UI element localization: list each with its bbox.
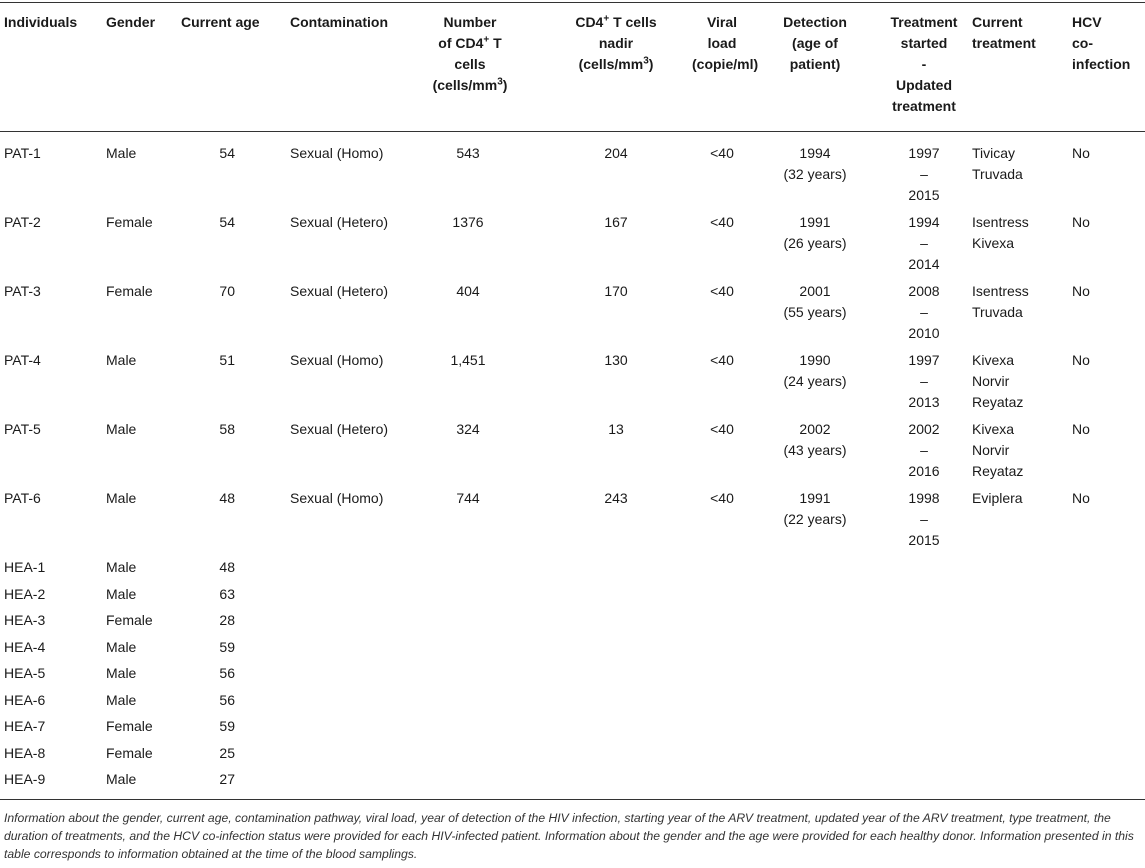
patient-gender-line: Male <box>106 421 137 437</box>
patient-current-treatment <box>972 143 1052 185</box>
patient-detection-line: 2002 <box>799 421 831 437</box>
patient-id-line: PAT-2 <box>4 214 41 230</box>
header-hcv <box>1072 12 1144 75</box>
patient-age <box>181 419 235 440</box>
healthy-gender-line: Male <box>106 559 137 575</box>
patient-gender <box>106 488 176 509</box>
header-cd4-nadir-line: nadir <box>598 35 634 51</box>
healthy-id-line: HEA-8 <box>4 744 46 761</box>
patient-age <box>181 350 235 371</box>
header-hcv-line: HCV <box>1072 14 1102 30</box>
patient-current-treatment <box>972 281 1052 323</box>
header-cd4-nadir-line: $(cells/mm^3)$ <box>578 55 654 72</box>
patient-contamination-line: Sexual (Homo) <box>290 490 384 506</box>
patient-treatment-line: 1997 <box>908 352 940 368</box>
patient-cd4-line: 543 <box>456 145 480 161</box>
patient-contamination <box>290 419 410 440</box>
healthy-gender <box>106 663 176 684</box>
healthy-id-line: HEA-1 <box>4 559 46 575</box>
patient-viral-load <box>692 281 752 302</box>
patient-viral-load-line: <40 <box>710 352 734 368</box>
patient-treatment <box>882 212 966 275</box>
healthy-id <box>4 557 99 578</box>
patient-treatment-line: 1994 <box>908 214 940 230</box>
header-viral-load <box>692 12 759 75</box>
patient-treatment-line: – <box>920 373 928 389</box>
patient-treatment-line: – <box>920 442 928 458</box>
patient-viral-load-line: <40 <box>710 214 734 230</box>
patient-detection-line: 2001 <box>799 283 831 299</box>
patient-id-line: PAT-4 <box>4 352 41 368</box>
patient-contamination <box>290 488 410 509</box>
patient-cd4 <box>410 419 526 440</box>
header-contamination <box>290 12 410 33</box>
patient-current-treatment-line: Reyataz <box>972 394 1024 410</box>
patient-gender-line: Male <box>106 145 137 161</box>
patient-treatment-line: 2015 <box>908 532 940 548</box>
patient-id <box>4 212 99 233</box>
patient-viral-load <box>692 212 752 233</box>
healthy-gender-line: Female <box>106 612 153 628</box>
patient-current-treatment-line: Reyataz <box>972 463 1024 479</box>
patient-current-treatment <box>972 419 1052 482</box>
patient-treatment-line: – <box>920 166 928 182</box>
healthy-age <box>181 716 235 737</box>
patient-nadir <box>556 350 676 371</box>
healthy-id <box>4 690 99 711</box>
patient-gender <box>106 419 176 440</box>
healthy-age <box>181 663 235 684</box>
patient-viral-load <box>692 488 752 509</box>
patient-current-treatment-line: Truvada <box>972 166 1023 182</box>
patient-age <box>181 212 235 233</box>
patient-treatment-line: 2015 <box>908 187 940 203</box>
patient-age-line: 58 <box>219 421 235 437</box>
patient-detection-line: 1994 <box>799 145 831 161</box>
header-current-age <box>181 12 281 33</box>
patient-hcv-line: No <box>1072 145 1090 161</box>
healthy-id <box>4 663 99 684</box>
patient-age <box>181 281 235 302</box>
patient-hcv-line: No <box>1072 283 1090 299</box>
header-treatment-started-line: Updated <box>896 77 952 93</box>
patient-id <box>4 350 99 371</box>
patient-treatment-line: 1998 <box>908 490 940 506</box>
patient-cd4 <box>410 281 526 302</box>
patient-current-treatment-line: Kivexa <box>972 421 1015 437</box>
patient-current-treatment-line: Isentress <box>972 214 1029 230</box>
header-cd4-nadir-line: CD4+ T cells <box>575 13 657 30</box>
patient-viral-load-line: <40 <box>710 145 734 161</box>
patient-contamination-line: Sexual (Hetero) <box>290 214 389 230</box>
healthy-age-line: 56 <box>219 665 235 681</box>
patient-age-line: 54 <box>219 214 235 230</box>
header-cd4-count <box>420 12 520 96</box>
healthy-age <box>181 610 235 631</box>
patient-detection-line: (22 years) <box>783 511 847 527</box>
healthy-age-line: 56 <box>219 691 235 708</box>
patient-current-treatment <box>972 488 1052 509</box>
patient-cd4-line: 324 <box>456 421 480 437</box>
patient-id <box>4 281 99 302</box>
healthy-age-line: 28 <box>219 612 235 628</box>
healthy-gender <box>106 637 176 658</box>
patient-id <box>4 488 99 509</box>
header-treatment-started-line: - <box>921 56 927 72</box>
healthy-gender-line: Male <box>106 665 137 681</box>
patient-hcv-line: No <box>1072 490 1090 506</box>
table-top-rule <box>0 2 1145 3</box>
patient-gender-line: Male <box>106 490 137 506</box>
header-individuals-line: Individuals <box>4 14 78 30</box>
patient-nadir <box>556 212 676 233</box>
patient-detection <box>770 143 860 185</box>
patient-treatment-line: – <box>920 304 928 320</box>
healthy-age-line: 59 <box>219 638 235 655</box>
patient-cd4 <box>410 350 526 371</box>
header-current-age-line: Current age <box>181 14 260 30</box>
patient-contamination-line: Sexual (Homo) <box>290 352 384 368</box>
table-footnote: Information about the gender, current age, contamination pathway, viral load, year of detection of the HIV infection, starting year of the ARV treatment, updated year of the ARV treatment, type treatment, the duration of treatments, and the HCV co-infection status were provided for each HIV-infected patient. Information about the gender and the age were provided for each healthy donor. Information presented in this table corresponds to information obtained at the time of the blood samplings. <box>4 811 1134 862</box>
patient-hcv <box>1072 212 1144 233</box>
patient-nadir <box>556 281 676 302</box>
patient-detection <box>770 419 860 461</box>
patient-detection-line: 1991 <box>799 490 831 506</box>
header-treatment-started-line: started <box>900 35 948 51</box>
patient-gender <box>106 212 176 233</box>
header-treatment-started-line: Treatment <box>890 14 958 30</box>
patient-detection-line: (43 years) <box>783 442 847 458</box>
healthy-gender <box>106 690 176 711</box>
patient-contamination <box>290 281 410 302</box>
header-hcv-line: infection <box>1072 56 1131 72</box>
healthy-gender <box>106 557 176 578</box>
patient-gender <box>106 281 176 302</box>
patient-id <box>4 143 99 164</box>
healthy-gender <box>106 584 176 605</box>
header-current-treatment-line: treatment <box>972 35 1036 51</box>
header-detection-line: patient) <box>789 56 841 72</box>
patient-cd4 <box>410 488 526 509</box>
header-cd4-count-line: $(cells/mm^3)$ <box>432 76 508 93</box>
header-viral-load-line: load <box>707 35 737 51</box>
healthy-id <box>4 716 99 737</box>
healthy-gender <box>106 769 176 790</box>
patient-contamination-line: Sexual (Hetero) <box>290 421 389 437</box>
patient-nadir <box>556 488 676 509</box>
patient-id-line: PAT-6 <box>4 490 41 506</box>
patient-treatment-line: 2010 <box>908 325 940 341</box>
patient-treatment-line: 2014 <box>908 256 940 272</box>
patient-age-line: 48 <box>219 490 235 506</box>
patient-gender <box>106 350 176 371</box>
patient-viral-load-line: <40 <box>710 421 734 437</box>
patient-treatment-line: 2008 <box>908 283 940 299</box>
table-header-rule <box>0 131 1145 132</box>
patient-current-treatment-line: Truvada <box>972 304 1023 320</box>
healthy-gender-line: Male <box>106 585 137 602</box>
patient-treatment-line: – <box>920 511 928 527</box>
patient-treatment-line: 2016 <box>908 463 940 479</box>
patient-current-treatment-line: Kivexa <box>972 235 1015 251</box>
patient-age <box>181 488 235 509</box>
patient-age-line: 51 <box>219 352 235 368</box>
healthy-gender-line: Female <box>106 718 153 734</box>
patient-cd4 <box>410 212 526 233</box>
header-detection-line: (age of <box>792 35 838 51</box>
patient-cd4-line: 1376 <box>452 214 484 230</box>
patient-cd4-line: 404 <box>456 283 480 299</box>
header-detection-line: Detection <box>783 14 847 30</box>
patient-age-line: 54 <box>219 145 235 161</box>
patient-id-line: PAT-3 <box>4 283 41 299</box>
healthy-age-line: 25 <box>219 744 235 761</box>
patient-detection <box>770 281 860 323</box>
patient-nadir-line: 204 <box>604 145 628 161</box>
healthy-id-line: HEA-5 <box>4 665 46 681</box>
healthy-id <box>4 610 99 631</box>
patient-age <box>181 143 235 164</box>
header-cd4-count-line: of CD4+ T <box>438 34 502 51</box>
patient-current-treatment-line: Norvir <box>972 442 1010 458</box>
patient-nadir <box>556 419 676 440</box>
patient-treatment <box>882 281 966 344</box>
patient-viral-load-line: <40 <box>710 283 734 299</box>
healthy-id-line: HEA-2 <box>4 585 46 602</box>
healthy-age-line: 27 <box>219 771 235 787</box>
patient-nadir-line: 243 <box>604 490 628 506</box>
header-individuals <box>4 12 99 33</box>
patient-gender-line: Female <box>106 214 153 230</box>
patient-treatment-line: 2013 <box>908 394 940 410</box>
patient-hcv <box>1072 281 1144 302</box>
header-detection <box>770 12 860 75</box>
patient-treatment-line: 1997 <box>908 145 940 161</box>
patient-nadir-line: 170 <box>604 283 628 299</box>
patient-detection-line: (26 years) <box>783 235 847 251</box>
healthy-id <box>4 769 99 790</box>
healthy-age <box>181 584 235 605</box>
healthy-gender <box>106 743 176 764</box>
healthy-age-line: 63 <box>219 585 235 602</box>
header-treatment-started <box>882 12 966 117</box>
patient-hcv-line: No <box>1072 352 1090 368</box>
patient-detection-line: (32 years) <box>783 166 847 182</box>
patient-detection-line: (55 years) <box>783 304 847 320</box>
patient-current-treatment-line: Kivexa <box>972 352 1015 368</box>
patient-contamination <box>290 350 410 371</box>
patient-detection <box>770 212 860 254</box>
patient-hcv-line: No <box>1072 214 1090 230</box>
patient-gender <box>106 143 176 164</box>
patient-cd4 <box>410 143 526 164</box>
patient-viral-load <box>692 419 752 440</box>
patient-nadir-line: 130 <box>604 352 628 368</box>
patient-id <box>4 419 99 440</box>
header-cd4-count-line: Number <box>443 14 497 30</box>
patient-nadir-line: 167 <box>604 214 628 230</box>
header-hcv-line: co- <box>1072 35 1093 51</box>
healthy-age-line: 48 <box>219 559 235 575</box>
patient-hcv <box>1072 419 1144 440</box>
patient-gender-line: Male <box>106 352 137 368</box>
patient-detection-line: 1991 <box>799 214 831 230</box>
patient-gender-line: Female <box>106 283 153 299</box>
healthy-id-line: HEA-7 <box>4 718 46 734</box>
header-current-treatment <box>972 12 1052 54</box>
patient-current-treatment-line: Eviplera <box>972 490 1023 506</box>
patient-contamination-line: Sexual (Homo) <box>290 145 384 161</box>
patient-detection <box>770 488 860 530</box>
healthy-id <box>4 637 99 658</box>
patient-hcv <box>1072 143 1144 164</box>
patient-viral-load <box>692 143 752 164</box>
patient-hcv <box>1072 350 1144 371</box>
patient-contamination <box>290 212 410 233</box>
patient-treatment <box>882 419 966 482</box>
table-bottom-rule <box>0 799 1145 800</box>
patient-current-treatment-line: Norvir <box>972 373 1010 389</box>
healthy-gender <box>106 610 176 631</box>
header-viral-load-line: (copie/ml) <box>692 56 759 72</box>
header-viral-load-line: Viral <box>706 14 738 30</box>
patient-cd4-line: 1,451 <box>450 352 486 368</box>
patient-nadir <box>556 143 676 164</box>
header-contamination-line: Contamination <box>290 14 388 30</box>
patient-viral-load-line: <40 <box>710 490 734 506</box>
healthy-id-line: HEA-6 <box>4 691 46 708</box>
healthy-age <box>181 690 235 711</box>
healthy-age <box>181 743 235 764</box>
healthy-id <box>4 584 99 605</box>
patient-viral-load <box>692 350 752 371</box>
patient-cd4-line: 744 <box>456 490 480 506</box>
patient-treatment <box>882 143 966 206</box>
healthy-id-line: HEA-9 <box>4 771 46 787</box>
patient-treatment-line: 2002 <box>908 421 940 437</box>
patient-detection <box>770 350 860 392</box>
patient-current-treatment <box>972 350 1052 413</box>
patient-treatment <box>882 488 966 551</box>
header-gender-line: Gender <box>106 14 156 30</box>
header-gender <box>106 12 176 33</box>
healthy-age <box>181 637 235 658</box>
healthy-age <box>181 557 235 578</box>
patient-contamination-line: Sexual (Hetero) <box>290 283 389 299</box>
patient-current-treatment-line: Tivicay <box>972 145 1016 161</box>
patient-treatment-line: – <box>920 235 928 251</box>
patient-detection-line: (24 years) <box>783 373 847 389</box>
header-treatment-started-line: treatment <box>892 98 956 114</box>
header-cd4-count-line: cells <box>454 56 486 72</box>
patient-hcv-line: No <box>1072 421 1090 437</box>
patient-age-line: 70 <box>219 283 235 299</box>
patient-current-treatment-line: Isentress <box>972 283 1029 299</box>
header-cd4-nadir <box>556 12 676 75</box>
healthy-id <box>4 743 99 764</box>
patient-id-line: PAT-1 <box>4 145 41 161</box>
healthy-age <box>181 769 235 790</box>
healthy-gender-line: Female <box>106 744 153 761</box>
healthy-age-line: 59 <box>219 718 235 734</box>
healthy-id-line: HEA-3 <box>4 612 46 628</box>
patient-detection-line: 1990 <box>799 352 831 368</box>
patient-nadir-line: 13 <box>608 421 624 437</box>
healthy-gender-line: Male <box>106 638 137 655</box>
patient-current-treatment <box>972 212 1052 254</box>
healthy-gender <box>106 716 176 737</box>
patient-hcv <box>1072 488 1144 509</box>
header-current-treatment-line: Current <box>972 14 1023 30</box>
patient-treatment <box>882 350 966 413</box>
healthy-gender-line: Male <box>106 771 137 787</box>
patient-id-line: PAT-5 <box>4 421 41 437</box>
patient-contamination <box>290 143 410 164</box>
healthy-id-line: HEA-4 <box>4 638 46 655</box>
healthy-gender-line: Male <box>106 691 137 708</box>
